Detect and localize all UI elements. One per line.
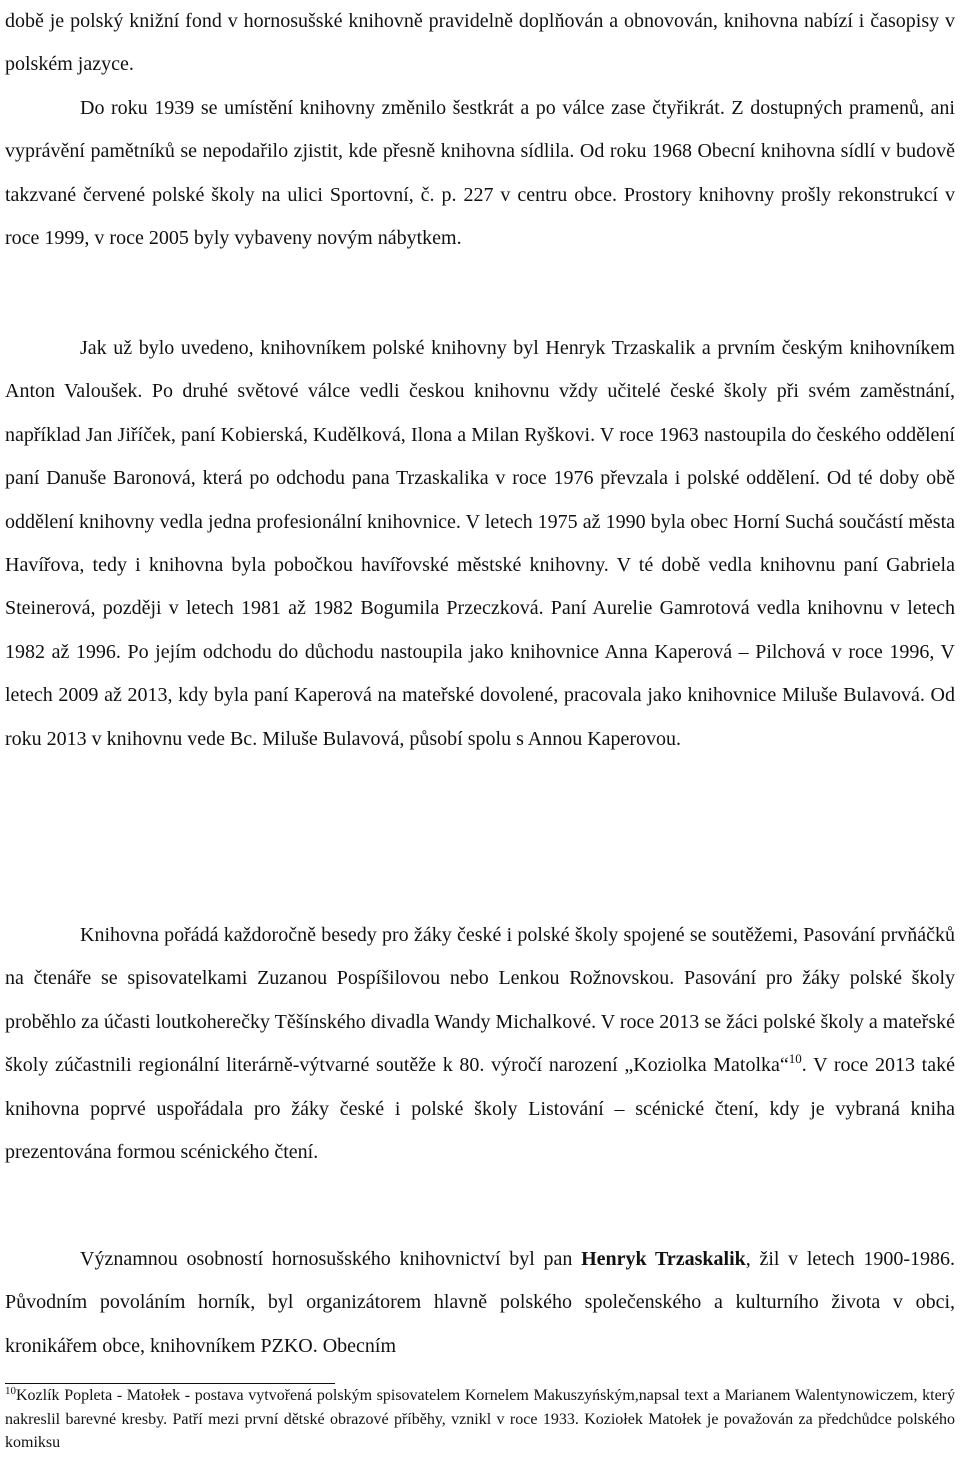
paragraph-trzaskalik-text-a: Významnou osobností hornosušského knihovnictví byl pan xyxy=(80,1248,582,1270)
paragraph-events-text-b: . V roce 2013 také knihovna poprvé uspořádala pro žáky české i polské školy Listování – scénické čtení, kdy je vybraná kniha prezentována formou scénického čtení. xyxy=(5,1054,955,1164)
paragraph-events-text-a: Knihovna pořádá každoročně besedy pro žáky české i polské školy spojené se soutěžemi, Pasování prvňáčků na čtenáře se spisovatelkami Zuzanou Pospíšilovou nebo Lenkou Rožnovskou. Pasování pro žáky polské školy proběhlo za účasti loutkoherečky Těšínského divadla Wandy Michalkové. V roce 2013 se žáci polské školy a mateřské školy zúčastnili regionální literárně-výtvarné soutěže k 80. výročí narození „Koziolka Matolka“ xyxy=(5,924,955,1077)
footnote xyxy=(5,1384,955,1455)
paragraph-librarians: Jak už bylo uvedeno, knihovníkem polské knihovny byl Henryk Trzaskalik a prvním českým knihovníkem Anton Valoušek. Po druhé světové válce vedli českou knihovnu vždy učitelé české školy při svém zaměstnání, například Jan Jiříček, paní Kobierská, Kudělková, Ilona a Milan Ryškovi. V roce 1963 nastoupila do českého oddělení paní Danuše Baronová, která po odchodu pana Trzaskalika v roce 1976 převzala i polské oddělení. Od té doby obě oddělení knihovny vedla jedna profesionální knihovnice. V letech 1975 až 1990 byla obec Horní Suchá součástí města Havířova, tedy i knihovna byla pobočkou havířovské městské knihovny. V té době vedla knihovnu paní Gabriela Steinerová, později v letech 1981 až 1982 Bogumila Przeczková. Paní Aurelie Gamrotová vedla knihovnu v letech 1982 až 1996. Po jejím odchodu do důchodu nastoupila jako knihovnice Anna Kaperová – Pilchová v roce 1996, V letech 2009 až 2013, kdy byla paní Kaperová na mateřské dovolené, pracovala jako knihovnice Miluše Bulavová. Od roku 2013 v knihovnu vede Bc. Miluše Bulavová, působí spolu s Annou Kaperovou. xyxy=(5,337,955,750)
paragraph-continuation: době je polský knižní fond v hornosušské knihovně pravidelně doplňován a obnovován, knihovna nabízí i časopisy v polském jazyce. xyxy=(5,10,955,76)
paragraph-events xyxy=(5,914,955,1174)
footnote-reference[interactable]: 10 xyxy=(788,1051,802,1067)
paragraph-trzaskalik-text-b: , žil v letech 1900-1986. Původním povoláním horník, byl organizátorem hlavně polského společenského a kulturního života v obci, kronikářem obce, knihovníkem PZKO. Obecním xyxy=(5,1248,955,1357)
footnote-text: Kozlík Popleta - Matołek - postava vytvořená polským spisovatelem Kornelem Makuszyńským,napsal text a Marianem Walentynowiczem, který nakreslil barevné kresby. Patří mezi první dětské obrazové příběhy, vznikl v roce 1933. Koziołek Matołek je považován za předchůdce polského komiksu xyxy=(5,1387,955,1451)
person-name-bold: Henryk Trzaskalik xyxy=(581,1248,746,1270)
paragraph-trzaskalik xyxy=(5,1238,955,1368)
footnote-number: 10 xyxy=(5,1385,16,1397)
paragraph-library-locations: Do roku 1939 se umístění knihovny změnilo šestkrát a po válce zase čtyřikrát. Z dostupných pramenů, ani vyprávění pamětníků se nepodařilo zjistit, kde přesně knihovna sídlila. Od roku 1968 Obecní knihovna sídlí v budově takzvané červené polské školy na ulici Sportovní, č. p. 227 v centru obce. Prostory knihovny prošly rekonstrukcí v roce 1999, v roce 2005 byly vybaveny novým nábytkem. xyxy=(5,97,955,250)
